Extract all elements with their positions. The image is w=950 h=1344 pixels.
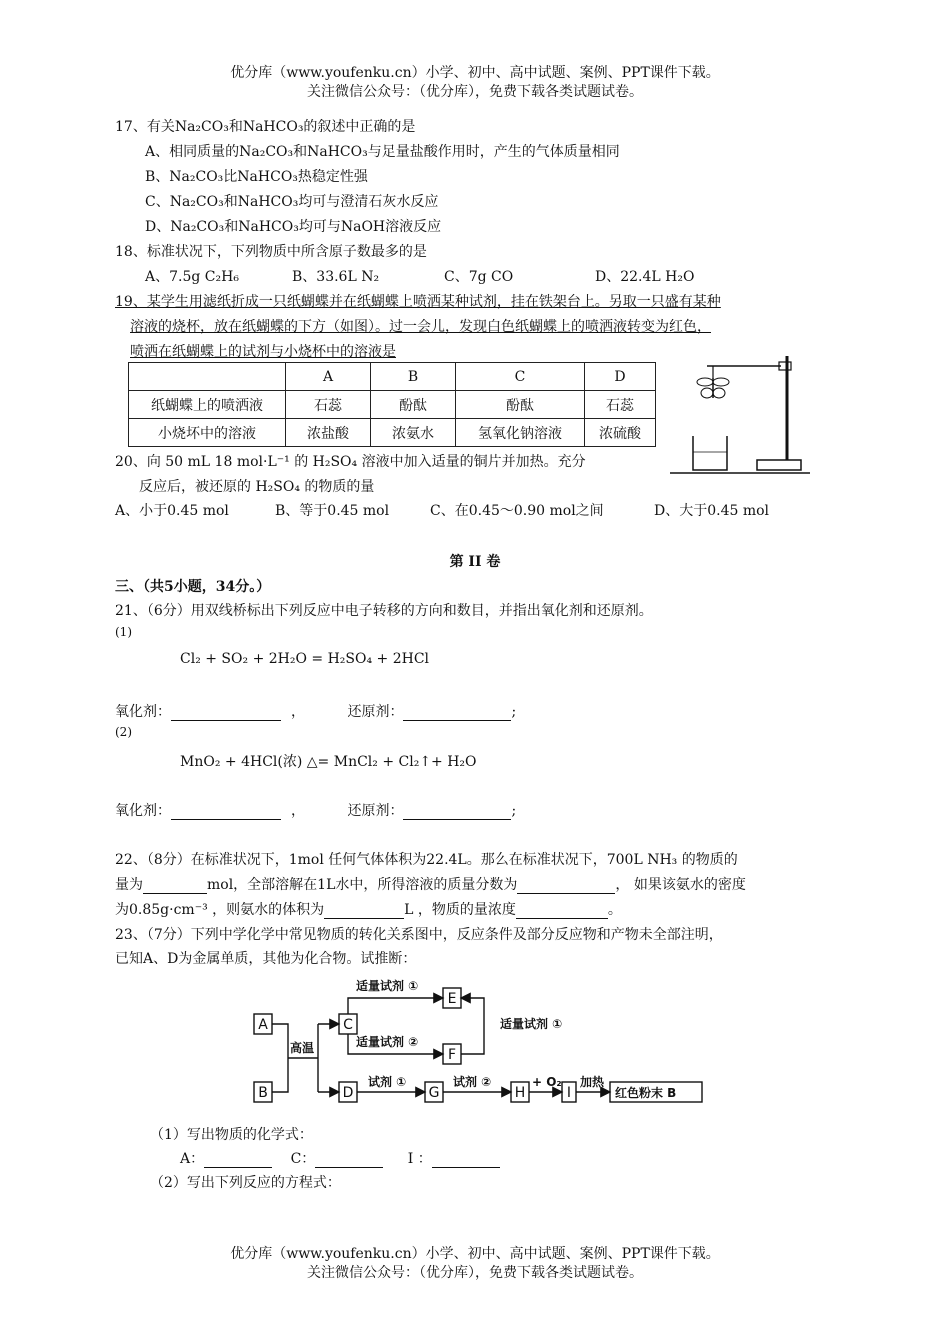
label-shiji2: 试剂 ② <box>453 1075 492 1089</box>
page-header-line2: 关注微信公众号：（优分库），免费下载各类试题试卷。 <box>307 84 643 100</box>
q23-sub1: （1）写出物质的化学式： <box>150 1127 313 1143</box>
q17-option-c: C、Na₂CO₃和NaHCO₃均可与澄清石灰水反应 <box>145 194 439 210</box>
q17-option-b: B、Na₂CO₃比NaHCO₃热稳定性强 <box>145 169 368 185</box>
conversion-flow-diagram <box>248 968 708 1110</box>
label-shiji1: 试剂 ① <box>368 1075 407 1089</box>
q22-text: 量为 <box>115 877 143 893</box>
node-a: A <box>258 1017 268 1033</box>
q22-text: 。 <box>607 902 622 918</box>
q21-part1-label: (1) <box>115 625 132 639</box>
answer-a-label: A： <box>180 1151 205 1167</box>
volume-blank[interactable] <box>324 904 404 919</box>
q19-line2: 溶液的烧杯，放在纸蝴蝶的下方（如图）。过一会儿，发现白色纸蝴蝶上的喷洒液转变为红色， <box>130 319 711 335</box>
section-heading: 三、（共5小题，34分。） <box>115 579 271 595</box>
page-header-line1: 优分库（www.youfenku.cn）小学、初中、高中试题、案例、PPT课件下载。 <box>230 65 720 81</box>
mass-fraction-blank[interactable] <box>517 879 615 894</box>
oxidant-blank-2[interactable] <box>171 805 281 820</box>
table-cell: 小烧坏中的溶液 <box>129 419 286 447</box>
oxidant-blank-1[interactable] <box>171 706 281 721</box>
q21-part2-label: (2) <box>115 725 132 739</box>
q23-line1: 23、（7分）下列中学化学中常见物质的转化关系图中，反应条件及部分反应物和产物未全部注明， <box>115 927 723 943</box>
q22-line3 <box>115 899 622 919</box>
node-g: G <box>428 1085 440 1101</box>
q19-line3: 喷洒在纸蝴蝶上的试剂与小烧杯中的溶液是 <box>130 344 396 360</box>
label-plus-o2: + O₂ <box>532 1075 562 1089</box>
table-cell: 氢氧化钠溶液 <box>456 419 585 447</box>
oxidant-label: 氧化剂： <box>115 803 171 819</box>
label-red-powder: 红色粉末 B <box>615 1086 677 1100</box>
q20-line2: 反应后，被还原的 H₂SO₄ 的物质的量 <box>139 479 375 495</box>
node-c: C <box>343 1017 353 1033</box>
node-f: F <box>447 1047 457 1063</box>
answer-c-label: C： <box>290 1151 316 1167</box>
q20-line1: 20、向 50 mL 18 mol·L⁻¹ 的 H₂SO₄ 溶液中加入适量的铜片并加热。充分 <box>115 454 586 470</box>
concentration-blank[interactable] <box>516 904 608 919</box>
table-cell: 浓盐酸 <box>286 419 371 447</box>
q23-sub2: （2）写出下列反应的方程式： <box>150 1175 341 1191</box>
answer-c-blank[interactable] <box>315 1153 383 1168</box>
table-cell: 石蕊 <box>286 391 371 419</box>
node-d: D <box>342 1085 354 1101</box>
q20-option-a: A、小于0.45 mol <box>115 503 229 519</box>
table-cell: 酚酞 <box>371 391 456 419</box>
table-cell: 浓氨水 <box>371 419 456 447</box>
answer-a-blank[interactable] <box>204 1153 272 1168</box>
q18-stem: 18、标准状况下，下列物质中所含原子数最多的是 <box>115 244 427 260</box>
label-reagent1: 适量试剂 ① <box>356 979 419 993</box>
table-row <box>129 391 656 419</box>
q20-option-c: C、在0.45～0.90 mol之间 <box>430 503 604 519</box>
reductant-blank-1[interactable] <box>403 706 511 721</box>
q21-part1-answer: 氧化剂： ， 还原剂： ; <box>115 704 517 720</box>
q18-option-b: B、33.6L N₂ <box>292 269 380 285</box>
label-reagent1-right: 适量试剂 ① <box>500 1017 563 1031</box>
table-row <box>129 363 656 391</box>
label-reagent2: 适量试剂 ② <box>356 1035 419 1049</box>
reductant-blank-2[interactable] <box>403 805 511 820</box>
moles-blank[interactable] <box>143 879 207 894</box>
q17-option-d: D、Na₂CO₃和NaHCO₃均可与NaOH溶液反应 <box>145 219 442 235</box>
table-cell: A <box>286 363 371 391</box>
table-cell: 纸蝴蝶上的喷洒液 <box>129 391 286 419</box>
q19-line1: 19、某学生用滤纸折成一只纸蝴蝶并在纸蝴蝶上喷洒某种试剂，挂在铁架台上。另取一只盛有某种 <box>115 294 721 310</box>
table-cell: C <box>456 363 585 391</box>
q18-option-d: D、22.4L H₂O <box>595 269 695 285</box>
table-row <box>129 419 656 447</box>
q22-line1: 22、（8分）在标准状况下，1mol 任何气体体积为22.4L。那么在标准状况下，700L NH₃ 的物质的 <box>115 852 738 868</box>
page-footer-line2: 关注微信公众号：（优分库），免费下载各类试题试卷。 <box>307 1265 643 1281</box>
table-cell: 浓硫酸 <box>585 419 656 447</box>
heat-triangle-icon: △ <box>306 754 318 770</box>
label-gaowen: 高温 <box>290 1041 315 1055</box>
eq2-left: MnO₂ + 4HCl(浓) <box>180 754 303 770</box>
q23-sub1-answers <box>180 1148 500 1168</box>
node-b: B <box>258 1085 268 1101</box>
node-h: H <box>514 1085 526 1101</box>
q17-option-a: A、相同质量的Na₂CO₃和NaHCO₃与足量盐酸作用时，产生的气体质量相同 <box>145 144 620 160</box>
q19-options-table <box>128 362 656 447</box>
q21-part2-answer: 氧化剂： ， 还原剂： ; <box>115 803 517 819</box>
q21-stem: 21、（6分）用双线桥标出下列反应中电子转移的方向和数目，并指出氧化剂和还原剂。 <box>115 603 653 619</box>
table-cell: D <box>585 363 656 391</box>
page-footer-line1: 优分库（www.youfenku.cn）小学、初中、高中试题、案例、PPT课件下载。 <box>230 1246 720 1262</box>
iron-stand-butterfly-figure <box>665 348 815 478</box>
q22-line2 <box>115 874 746 894</box>
table-cell: B <box>371 363 456 391</box>
section-title: 第 II 卷 <box>449 554 501 570</box>
q22-text: 为0.85g·cm⁻³ ，则氨水的体积为 <box>115 902 325 918</box>
oxidant-label: 氧化剂： <box>115 704 171 720</box>
q22-text: ， 如果该氨水的密度 <box>615 877 746 893</box>
node-i: I <box>566 1085 572 1101</box>
label-heat: 加热 <box>580 1075 605 1089</box>
q22-text: mol，全部溶解在1L水中，所得溶液的质量分数为 <box>207 877 518 893</box>
q23-line2: 已知A、D为金属单质，其他为化合物。试推断： <box>115 951 417 967</box>
reductant-label: 还原剂： <box>347 704 404 720</box>
q18-option-a: A、7.5g C₂H₆ <box>145 269 239 285</box>
q20-option-b: B、等于0.45 mol <box>275 503 390 519</box>
q21-equation2 <box>180 751 477 771</box>
reductant-label: 还原剂： <box>347 803 404 819</box>
answer-i-label: I ： <box>407 1151 432 1167</box>
table-cell: 酚酞 <box>456 391 585 419</box>
q22-text: L ，物质的量浓度 <box>404 902 516 918</box>
table-cell <box>129 363 286 391</box>
node-e: E <box>447 991 457 1007</box>
answer-i-blank[interactable] <box>432 1153 500 1168</box>
q20-option-d: D、大于0.45 mol <box>654 503 770 519</box>
eq2-right: = MnCl₂ + Cl₂↑+ H₂O <box>317 754 477 770</box>
q21-equation1: Cl₂ + SO₂ + 2H₂O = H₂SO₄ + 2HCl <box>180 651 430 667</box>
q17-stem: 17、有关Na₂CO₃和NaHCO₃的叙述中正确的是 <box>115 119 416 135</box>
q18-option-c: C、7g CO <box>444 269 514 285</box>
table-cell: 石蕊 <box>585 391 656 419</box>
